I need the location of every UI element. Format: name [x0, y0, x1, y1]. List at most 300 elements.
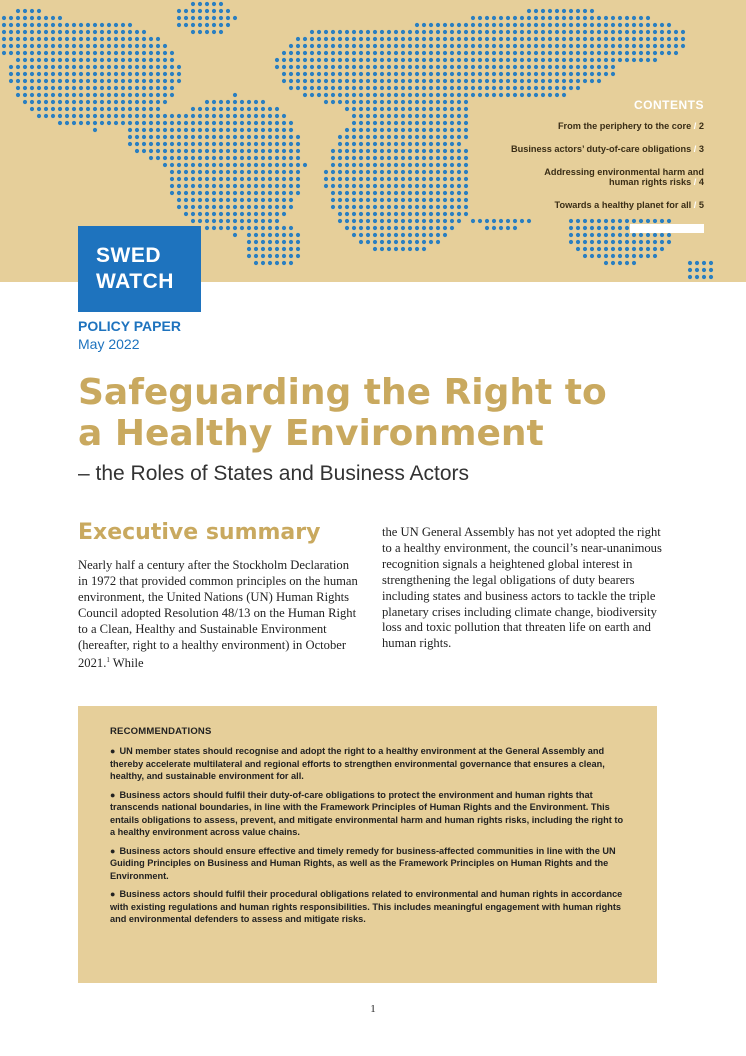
- toc-item[interactable]: [474, 167, 704, 187]
- map-dot: [268, 149, 272, 153]
- map-dot: [457, 121, 461, 125]
- map-dot: [86, 51, 90, 55]
- map-dot: [667, 30, 671, 34]
- map-dot: [429, 30, 433, 34]
- map-dot: [625, 254, 629, 258]
- footnote-ref[interactable]: 1: [106, 656, 110, 665]
- map-dot: [366, 205, 370, 209]
- map-dot: [135, 121, 139, 125]
- map-dot: [142, 79, 146, 83]
- map-dot: [191, 177, 195, 181]
- map-dot: [275, 107, 279, 111]
- map-dot: [436, 198, 440, 202]
- map-dot: [436, 72, 440, 76]
- map-dot: [268, 114, 272, 118]
- map-dot: [618, 37, 622, 41]
- map-dot: [51, 16, 55, 20]
- map-dot: [611, 51, 615, 55]
- map-dot: [310, 58, 314, 62]
- map-dot: [128, 100, 132, 104]
- map-dot: [695, 268, 699, 272]
- map-dot: [471, 72, 475, 76]
- map-dot: [58, 72, 62, 76]
- map-dot: [79, 37, 83, 41]
- map-dot: [142, 128, 146, 132]
- map-dot: [415, 163, 419, 167]
- map-dot: [345, 128, 349, 132]
- map-dot: [352, 107, 356, 111]
- map-dot: [667, 233, 671, 237]
- map-dot: [163, 65, 167, 69]
- map-dot: [2, 51, 6, 55]
- map-dot: [9, 65, 13, 69]
- map-dot: [233, 121, 237, 125]
- map-dot: [282, 51, 286, 55]
- map-dot: [548, 65, 552, 69]
- map-dot: [296, 156, 300, 160]
- map-dot: [352, 86, 356, 90]
- map-dot: [541, 72, 545, 76]
- map-dot: [58, 23, 62, 27]
- map-dot: [597, 247, 601, 251]
- map-dot: [233, 233, 237, 237]
- map-dot: [709, 261, 713, 265]
- map-dot: [275, 226, 279, 230]
- map-dot: [408, 149, 412, 153]
- map-dot: [212, 156, 216, 160]
- map-dot: [611, 23, 615, 27]
- map-dot: [422, 30, 426, 34]
- map-dot: [282, 198, 286, 202]
- map-dot: [471, 37, 475, 41]
- map-dot: [338, 156, 342, 160]
- map-dot: [534, 9, 538, 13]
- map-dot: [625, 23, 629, 27]
- map-dot: [408, 79, 412, 83]
- map-dot: [128, 65, 132, 69]
- map-dot: [261, 121, 265, 125]
- map-dot: [401, 128, 405, 132]
- map-dot: [331, 72, 335, 76]
- map-dot: [527, 44, 531, 48]
- map-dot: [359, 219, 363, 223]
- map-dot: [275, 142, 279, 146]
- map-dot: [443, 114, 447, 118]
- map-dot: [401, 142, 405, 146]
- map-dot: [100, 93, 104, 97]
- map-dot: [114, 51, 118, 55]
- map-dot: [163, 142, 167, 146]
- map-dot: [562, 23, 566, 27]
- map-dot: [422, 121, 426, 125]
- toc-item[interactable]: [474, 200, 704, 210]
- map-dot: [352, 58, 356, 62]
- map-dot: [16, 16, 20, 20]
- map-dot: [142, 107, 146, 111]
- map-dot: [261, 226, 265, 230]
- map-dot: [380, 44, 384, 48]
- map-dot: [415, 240, 419, 244]
- map-dot: [72, 114, 76, 118]
- map-dot: [625, 37, 629, 41]
- map-dot: [289, 149, 293, 153]
- map-dot: [359, 51, 363, 55]
- map-dot: [254, 149, 258, 153]
- map-dot: [331, 86, 335, 90]
- map-dot: [352, 219, 356, 223]
- map-dot: [604, 30, 608, 34]
- map-dot: [415, 142, 419, 146]
- summary-text-1-end: While: [109, 656, 144, 671]
- map-dot: [296, 240, 300, 244]
- map-dot: [247, 121, 251, 125]
- map-dot: [380, 177, 384, 181]
- map-dot: [436, 37, 440, 41]
- map-dot: [282, 177, 286, 181]
- map-dot: [261, 212, 265, 216]
- map-dot: [65, 23, 69, 27]
- map-dot: [457, 149, 461, 153]
- map-dot: [65, 86, 69, 90]
- map-dot: [359, 121, 363, 125]
- map-dot: [289, 240, 293, 244]
- map-dot: [254, 170, 258, 174]
- map-dot: [205, 121, 209, 125]
- map-dot: [569, 51, 573, 55]
- map-dot: [93, 128, 97, 132]
- map-dot: [625, 261, 629, 265]
- bullet-icon: ●: [110, 845, 116, 856]
- map-dot: [324, 86, 328, 90]
- map-dot: [576, 51, 580, 55]
- map-dot: [485, 79, 489, 83]
- map-dot: [156, 58, 160, 62]
- map-dot: [401, 58, 405, 62]
- map-dot: [261, 177, 265, 181]
- map-dot: [219, 121, 223, 125]
- map-dot: [625, 44, 629, 48]
- map-dot: [541, 65, 545, 69]
- map-dot: [506, 65, 510, 69]
- map-dot: [114, 114, 118, 118]
- map-dot: [492, 16, 496, 20]
- map-dot: [394, 100, 398, 104]
- map-dot: [205, 135, 209, 139]
- map-dot: [128, 86, 132, 90]
- map-dot: [72, 23, 76, 27]
- map-dot: [394, 93, 398, 97]
- map-dot: [163, 86, 167, 90]
- map-dot: [408, 212, 412, 216]
- map-dot: [23, 65, 27, 69]
- map-dot: [611, 226, 615, 230]
- map-dot: [499, 37, 503, 41]
- map-dot: [457, 100, 461, 104]
- map-dot: [205, 163, 209, 167]
- map-dot: [289, 121, 293, 125]
- map-dot: [541, 58, 545, 62]
- map-dot: [401, 240, 405, 244]
- map-dot: [345, 44, 349, 48]
- map-dot: [282, 142, 286, 146]
- map-dot: [247, 114, 251, 118]
- map-dot: [457, 93, 461, 97]
- map-dot: [107, 107, 111, 111]
- map-dot: [352, 226, 356, 230]
- map-dot: [429, 177, 433, 181]
- map-dot: [65, 37, 69, 41]
- map-dot: [415, 247, 419, 251]
- map-dot: [240, 184, 244, 188]
- map-dot: [345, 219, 349, 223]
- map-dot: [282, 240, 286, 244]
- map-dot: [219, 107, 223, 111]
- map-dot: [401, 205, 405, 209]
- map-dot: [177, 163, 181, 167]
- map-dot: [303, 93, 307, 97]
- map-dot: [499, 44, 503, 48]
- map-dot: [380, 247, 384, 251]
- map-dot: [135, 58, 139, 62]
- map-dot: [331, 205, 335, 209]
- map-dot: [275, 247, 279, 251]
- map-dot: [163, 58, 167, 62]
- map-dot: [9, 23, 13, 27]
- map-dot: [583, 79, 587, 83]
- toc-item[interactable]: [474, 121, 704, 131]
- map-dot: [142, 44, 146, 48]
- map-dot: [387, 107, 391, 111]
- map-dot: [121, 72, 125, 76]
- map-dot: [65, 100, 69, 104]
- map-dot: [240, 170, 244, 174]
- map-dot: [177, 121, 181, 125]
- map-dot: [555, 51, 559, 55]
- toc-item[interactable]: [474, 144, 704, 154]
- map-dot: [135, 100, 139, 104]
- map-dot: [240, 135, 244, 139]
- map-dot: [345, 212, 349, 216]
- map-dot: [100, 72, 104, 76]
- map-dot: [65, 65, 69, 69]
- map-dot: [380, 107, 384, 111]
- map-dot: [93, 58, 97, 62]
- map-dot: [422, 23, 426, 27]
- map-dot: [191, 170, 195, 174]
- map-dot: [485, 44, 489, 48]
- map-dot: [261, 149, 265, 153]
- map-dot: [93, 107, 97, 111]
- map-dot: [359, 37, 363, 41]
- map-dot: [464, 212, 468, 216]
- map-dot: [198, 23, 202, 27]
- map-dot: [247, 212, 251, 216]
- map-dot: [268, 247, 272, 251]
- map-dot: [569, 23, 573, 27]
- map-dot: [387, 205, 391, 209]
- map-dot: [373, 170, 377, 174]
- map-dot: [415, 44, 419, 48]
- map-dot: [674, 51, 678, 55]
- map-dot: [107, 44, 111, 48]
- map-dot: [464, 177, 468, 181]
- map-dot: [408, 44, 412, 48]
- map-dot: [352, 51, 356, 55]
- map-dot: [513, 37, 517, 41]
- map-dot: [121, 30, 125, 34]
- map-dot: [149, 114, 153, 118]
- map-dot: [555, 16, 559, 20]
- map-dot: [289, 247, 293, 251]
- map-dot: [191, 149, 195, 153]
- map-dot: [380, 198, 384, 202]
- toc-separator: /: [693, 121, 697, 131]
- map-dot: [86, 86, 90, 90]
- map-dot: [436, 219, 440, 223]
- map-dot: [387, 226, 391, 230]
- map-dot: [422, 212, 426, 216]
- map-dot: [268, 226, 272, 230]
- map-dot: [289, 156, 293, 160]
- map-dot: [72, 30, 76, 34]
- map-dot: [247, 233, 251, 237]
- map-dot: [268, 191, 272, 195]
- map-dot: [254, 254, 258, 258]
- map-dot: [450, 121, 454, 125]
- map-dot: [541, 79, 545, 83]
- map-dot: [429, 219, 433, 223]
- map-dot: [254, 191, 258, 195]
- map-dot: [464, 170, 468, 174]
- map-dot: [30, 9, 34, 13]
- map-dot: [597, 44, 601, 48]
- map-dot: [695, 261, 699, 265]
- map-dot: [506, 44, 510, 48]
- map-dot: [37, 37, 41, 41]
- map-dot: [268, 156, 272, 160]
- map-dot: [597, 23, 601, 27]
- map-dot: [254, 226, 258, 230]
- map-dot: [44, 93, 48, 97]
- map-dot: [93, 121, 97, 125]
- map-dot: [499, 226, 503, 230]
- map-dot: [93, 86, 97, 90]
- map-dot: [58, 79, 62, 83]
- map-dot: [373, 212, 377, 216]
- map-dot: [492, 65, 496, 69]
- map-dot: [415, 226, 419, 230]
- map-dot: [198, 156, 202, 160]
- map-dot: [408, 51, 412, 55]
- map-dot: [590, 58, 594, 62]
- map-dot: [611, 247, 615, 251]
- map-dot: [198, 16, 202, 20]
- map-dot: [443, 184, 447, 188]
- map-dot: [142, 100, 146, 104]
- map-dot: [198, 121, 202, 125]
- map-dot: [338, 170, 342, 174]
- map-dot: [107, 65, 111, 69]
- map-dot: [226, 226, 230, 230]
- map-dot: [359, 79, 363, 83]
- map-dot: [352, 44, 356, 48]
- map-dot: [492, 37, 496, 41]
- map-dot: [478, 23, 482, 27]
- map-dot: [618, 240, 622, 244]
- map-dot: [345, 205, 349, 209]
- map-dot: [296, 37, 300, 41]
- map-dot: [233, 107, 237, 111]
- map-dot: [422, 184, 426, 188]
- map-dot: [450, 93, 454, 97]
- map-dot: [359, 163, 363, 167]
- map-dot: [618, 16, 622, 20]
- map-dot: [296, 191, 300, 195]
- map-dot: [485, 58, 489, 62]
- map-dot: [499, 51, 503, 55]
- map-dot: [345, 107, 349, 111]
- map-dot: [660, 23, 664, 27]
- map-dot: [436, 121, 440, 125]
- map-dot: [191, 23, 195, 27]
- map-dot: [597, 65, 601, 69]
- map-dot: [387, 93, 391, 97]
- map-dot: [205, 107, 209, 111]
- map-dot: [163, 72, 167, 76]
- map-dot: [226, 156, 230, 160]
- map-dot: [233, 149, 237, 153]
- map-dot: [373, 177, 377, 181]
- map-dot: [443, 44, 447, 48]
- map-dot: [373, 247, 377, 251]
- logo-line-1: SWED: [96, 244, 161, 267]
- map-dot: [86, 107, 90, 111]
- map-dot: [142, 149, 146, 153]
- map-dot: [324, 30, 328, 34]
- map-dot: [254, 247, 258, 251]
- map-dot: [429, 156, 433, 160]
- map-dot: [107, 23, 111, 27]
- map-dot: [464, 51, 468, 55]
- map-dot: [436, 128, 440, 132]
- map-dot: [23, 51, 27, 55]
- map-dot: [443, 121, 447, 125]
- map-dot: [373, 37, 377, 41]
- map-dot: [436, 170, 440, 174]
- map-dot: [233, 177, 237, 181]
- map-dot: [639, 23, 643, 27]
- map-dot: [499, 86, 503, 90]
- map-dot: [86, 72, 90, 76]
- map-dot: [520, 51, 524, 55]
- map-dot: [583, 9, 587, 13]
- map-dot: [681, 37, 685, 41]
- map-dot: [394, 219, 398, 223]
- map-dot: [226, 170, 230, 174]
- map-dot: [331, 170, 335, 174]
- map-dot: [198, 30, 202, 34]
- map-dot: [373, 233, 377, 237]
- map-dot: [324, 93, 328, 97]
- map-dot: [72, 58, 76, 62]
- map-dot: [212, 212, 216, 216]
- map-dot: [534, 16, 538, 20]
- map-dot: [373, 135, 377, 139]
- map-dot: [457, 107, 461, 111]
- bullet-icon: ●: [110, 889, 116, 899]
- map-dot: [289, 205, 293, 209]
- map-dot: [569, 16, 573, 20]
